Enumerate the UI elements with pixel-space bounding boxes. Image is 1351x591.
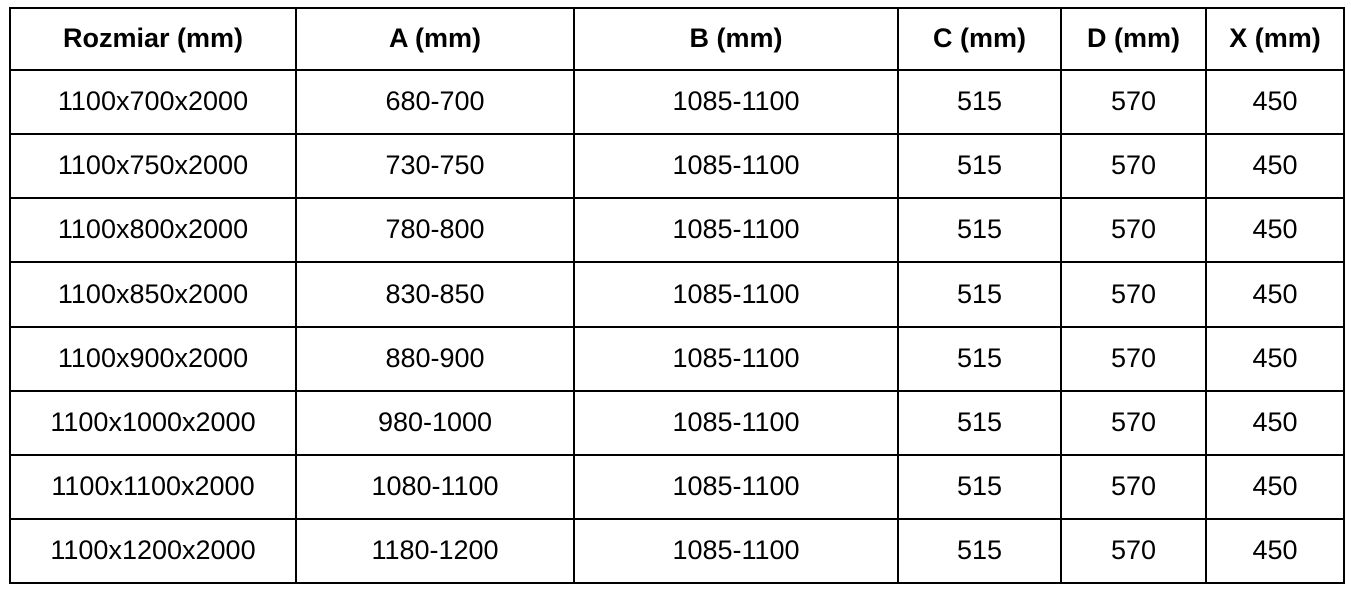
- table-cell-rozmiar: 1100x1000x2000: [10, 391, 296, 455]
- table-cell-d: 570: [1061, 70, 1206, 134]
- size-spec-table: [9, 7, 1345, 584]
- table-header-row: [10, 8, 1344, 70]
- table-cell-a: 730-750: [296, 134, 574, 198]
- table-cell-x: 450: [1206, 455, 1344, 519]
- table-cell-x: 450: [1206, 327, 1344, 391]
- table-cell-c: 515: [898, 70, 1061, 134]
- table-cell-a: 830-850: [296, 262, 574, 326]
- table-cell-a: 980-1000: [296, 391, 574, 455]
- table-cell-a: 1080-1100: [296, 455, 574, 519]
- table-cell-x: 450: [1206, 519, 1344, 583]
- table-cell-rozmiar: 1100x750x2000: [10, 134, 296, 198]
- table-cell-b: 1085-1100: [574, 262, 898, 326]
- table-row: [10, 262, 1344, 326]
- table-row: [10, 455, 1344, 519]
- table-cell-c: 515: [898, 327, 1061, 391]
- table-row: [10, 198, 1344, 262]
- table-row: [10, 391, 1344, 455]
- table-cell-b: 1085-1100: [574, 134, 898, 198]
- table-cell-c: 515: [898, 391, 1061, 455]
- table-cell-d: 570: [1061, 327, 1206, 391]
- table-cell-x: 450: [1206, 391, 1344, 455]
- table-cell-rozmiar: 1100x850x2000: [10, 262, 296, 326]
- column-header-d: D (mm): [1061, 8, 1206, 70]
- table-cell-b: 1085-1100: [574, 198, 898, 262]
- table-cell-rozmiar: 1100x1100x2000: [10, 455, 296, 519]
- column-header-c: C (mm): [898, 8, 1061, 70]
- table-row-header: [10, 8, 1344, 70]
- table-cell-c: 515: [898, 198, 1061, 262]
- table-cell-a: 880-900: [296, 327, 574, 391]
- table-row: [10, 70, 1344, 134]
- table-cell-c: 515: [898, 519, 1061, 583]
- table-cell-rozmiar: 1100x1200x2000: [10, 519, 296, 583]
- table-cell-d: 570: [1061, 198, 1206, 262]
- table-cell-a: 780-800: [296, 198, 574, 262]
- table-cell-b: 1085-1100: [574, 327, 898, 391]
- table-row: [10, 327, 1344, 391]
- column-header-b: B (mm): [574, 8, 898, 70]
- column-header-x: X (mm): [1206, 8, 1344, 70]
- table-body: [10, 70, 1344, 583]
- table-cell-b: 1085-1100: [574, 391, 898, 455]
- column-header-a: A (mm): [296, 8, 574, 70]
- table-cell-b: 1085-1100: [574, 519, 898, 583]
- table-cell-c: 515: [898, 134, 1061, 198]
- table-cell-b: 1085-1100: [574, 70, 898, 134]
- table-cell-x: 450: [1206, 198, 1344, 262]
- table-cell-d: 570: [1061, 455, 1206, 519]
- table-cell-x: 450: [1206, 134, 1344, 198]
- table-cell-d: 570: [1061, 134, 1206, 198]
- table-cell-x: 450: [1206, 262, 1344, 326]
- table-cell-c: 515: [898, 455, 1061, 519]
- table-cell-a: 680-700: [296, 70, 574, 134]
- table-cell-rozmiar: 1100x800x2000: [10, 198, 296, 262]
- table-row: [10, 134, 1344, 198]
- column-header-rozmiar: Rozmiar (mm): [10, 8, 296, 70]
- table-cell-a: 1180-1200: [296, 519, 574, 583]
- table-cell-x: 450: [1206, 70, 1344, 134]
- table-cell-b: 1085-1100: [574, 455, 898, 519]
- table-cell-c: 515: [898, 262, 1061, 326]
- table-cell-d: 570: [1061, 262, 1206, 326]
- table-row: [10, 519, 1344, 583]
- table-cell-rozmiar: 1100x900x2000: [10, 327, 296, 391]
- table-cell-d: 570: [1061, 391, 1206, 455]
- table-cell-rozmiar: 1100x700x2000: [10, 70, 296, 134]
- table-cell-d: 570: [1061, 519, 1206, 583]
